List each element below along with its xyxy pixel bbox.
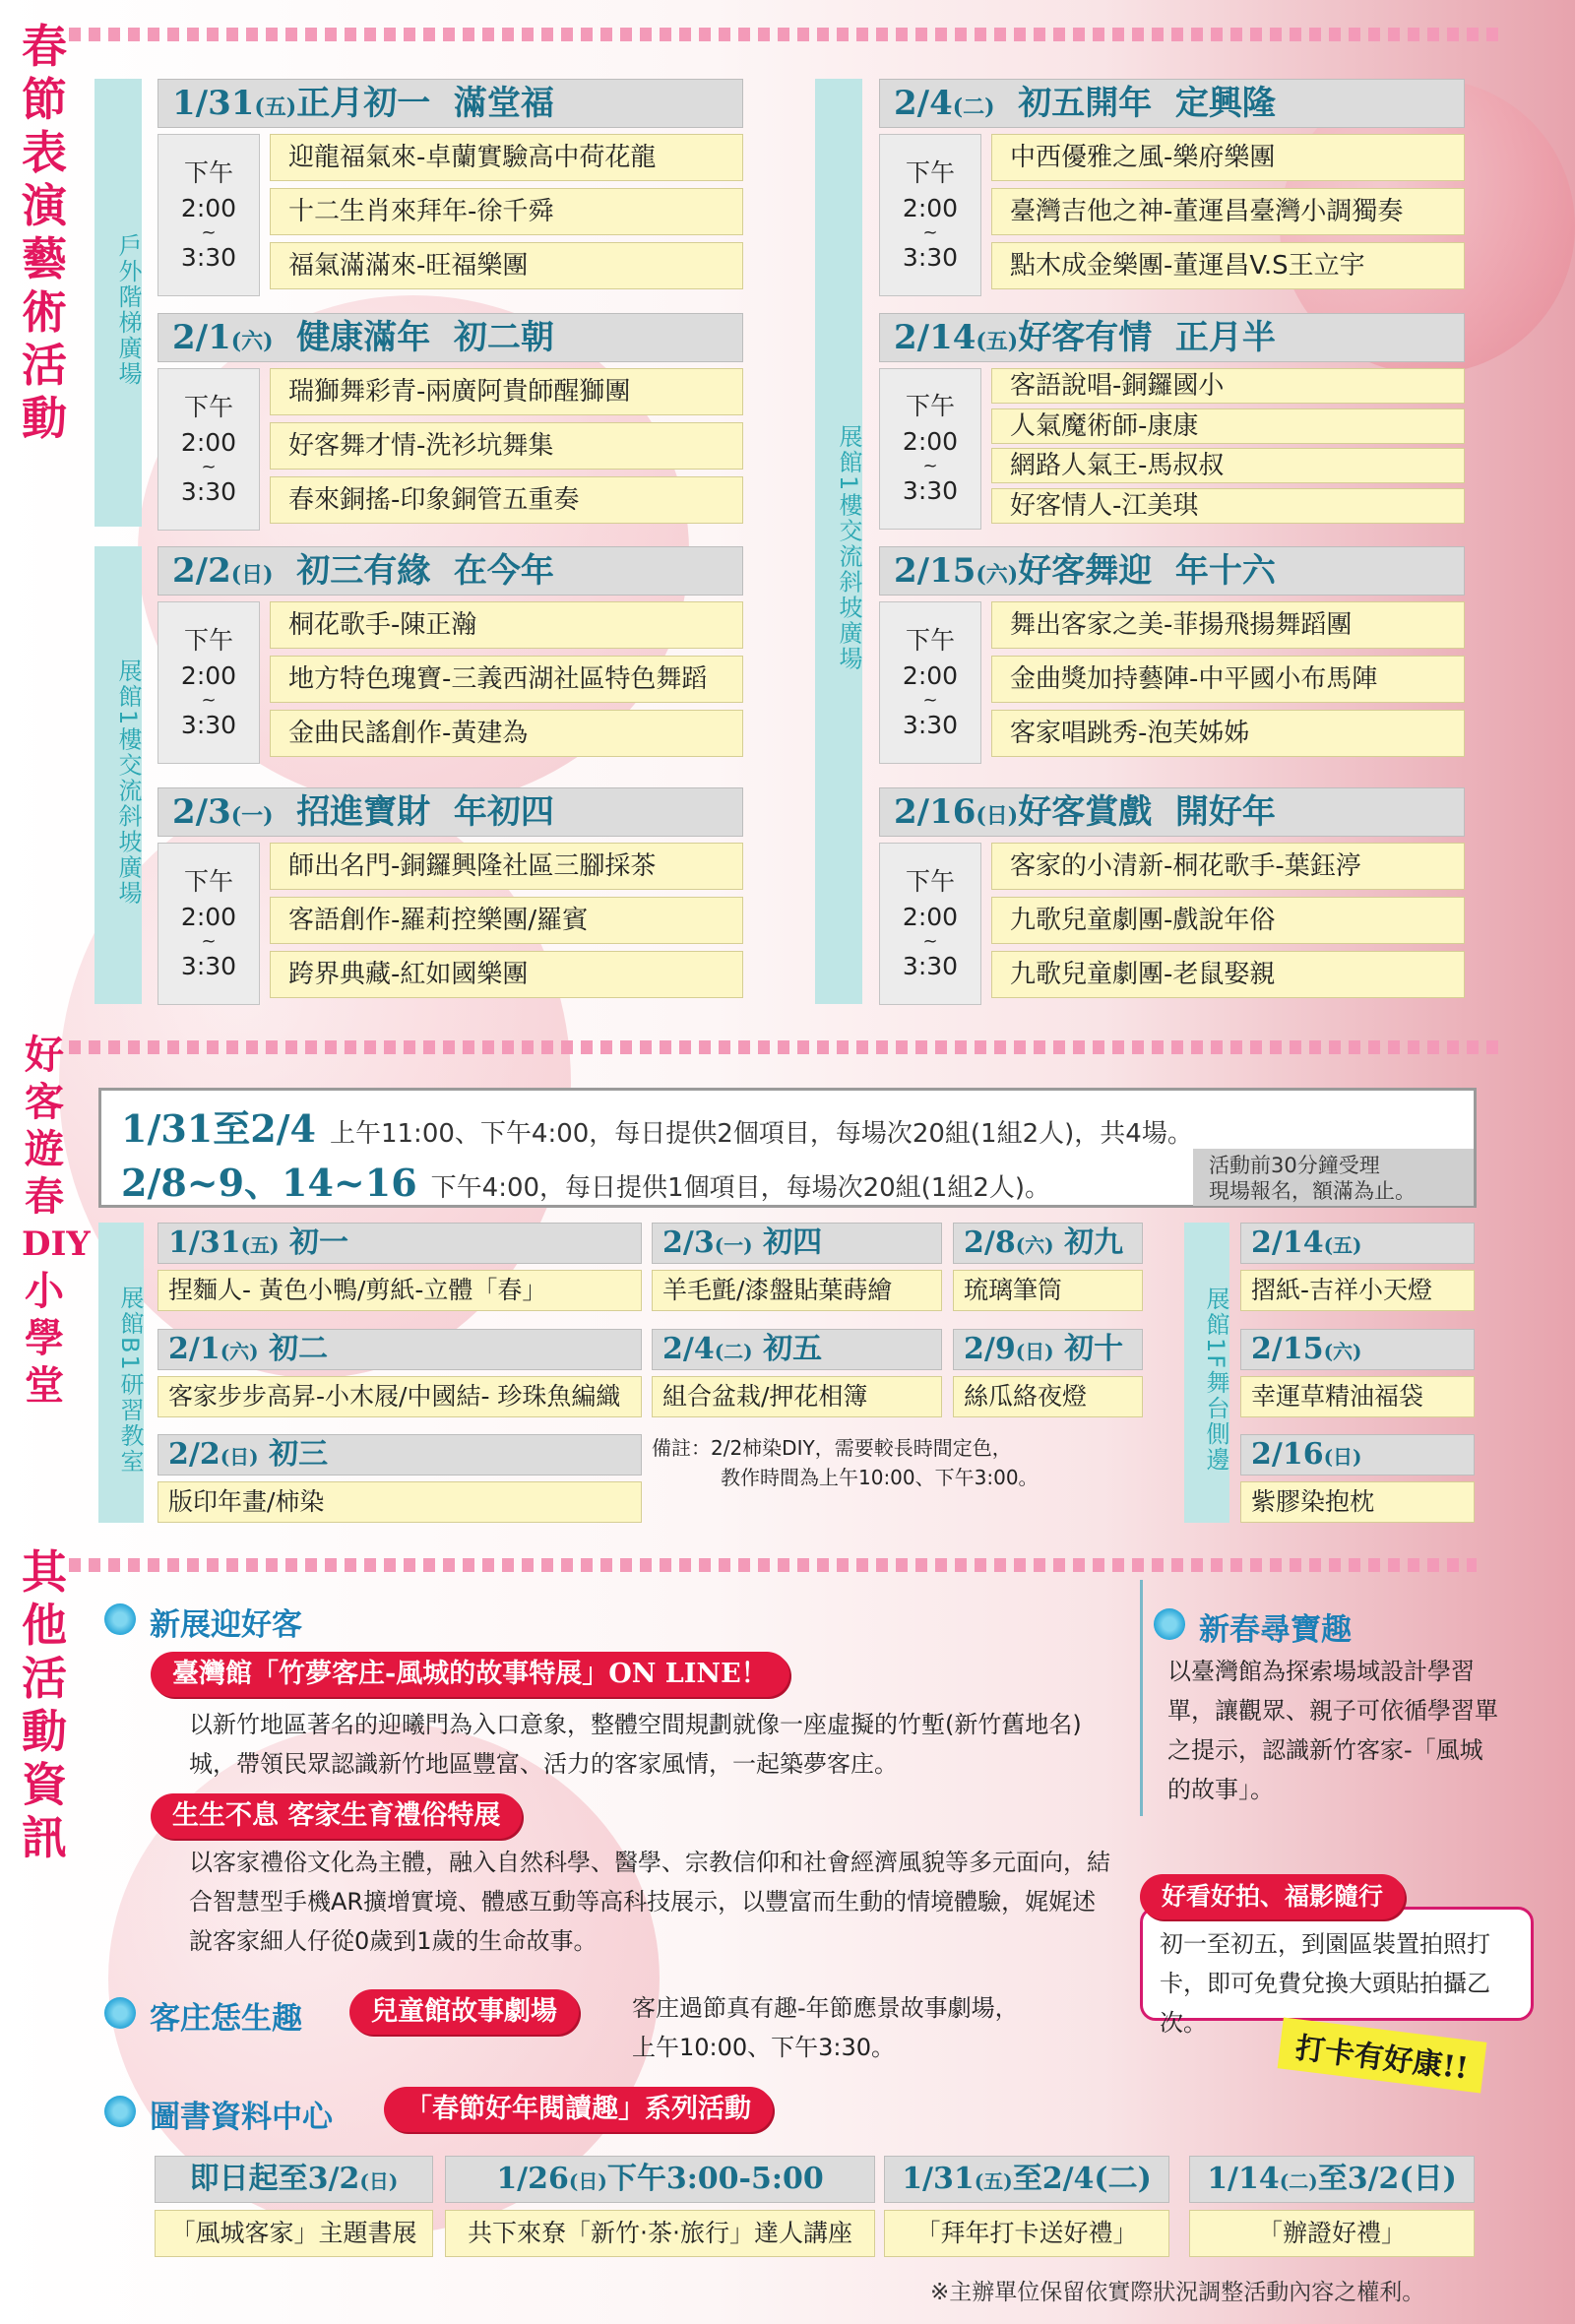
day-weekday: (二): [952, 94, 995, 120]
library-heading: 圖書資料中心: [104, 2092, 333, 2136]
library-date: 1/31: [902, 2162, 975, 2196]
vertical-divider: [1140, 1580, 1143, 1816]
section-title-other: [22, 1545, 67, 1864]
program-item: 好客舞才情-洗衫坑舞集: [270, 422, 743, 470]
day-date: 2/3: [172, 792, 231, 832]
program-item: 網路人氣王-馬叔叔: [991, 448, 1465, 483]
diy-text-2: 下午4:00，每日提供1個項目，每場次20組(1組2人)。: [430, 1173, 1051, 1203]
reading-activity-pill: 「春節好年閱讀趣」系列活動: [384, 2087, 773, 2132]
diy-date: 2/3: [662, 1225, 715, 1260]
time-end: 3:30: [180, 476, 237, 506]
program-item: 人氣魔術師-康康: [991, 408, 1465, 444]
time-box: [158, 843, 260, 1005]
day-header: [879, 79, 1465, 128]
diy-lunar-day: 初五: [752, 1332, 823, 1366]
section-title-char: 好: [25, 1032, 64, 1078]
program-item: 客語創作-羅莉控樂團/羅賓: [270, 897, 743, 944]
day-header: [879, 546, 1465, 596]
diy-date-header: [953, 1329, 1143, 1370]
library-date-extra: 至2/4(二): [1012, 2162, 1152, 2196]
diy-weekday: (六): [1323, 1340, 1362, 1363]
exhibit-description-2: 以客家禮俗文化為主體，融入自然科學、醫學、宗教信仰和社會經濟風貌等多元面向，結合智慧型手機AR擴增實境、體感互動等高科技展示，以豐富而生動的情境體驗，娓娓述說客家細人仔從0歲到1歲的生命故事。: [189, 1849, 1110, 1955]
section-title-char: 動: [22, 392, 67, 445]
section-title-char: 藝: [22, 232, 67, 285]
time-end: 3:30: [180, 951, 237, 980]
section-title-char: 活: [22, 339, 67, 392]
diy-weekday: (六): [1015, 1233, 1054, 1257]
day-date: 1/31: [172, 84, 255, 123]
program-item: 中西優雅之風-樂府樂團: [991, 134, 1465, 181]
diy-registration-note: 活動前30分鐘受理 現場報名，額滿為止。: [1193, 1149, 1474, 1206]
program-item: 跨界典藏-紅如國樂團: [270, 951, 743, 998]
library-date-header: [1189, 2156, 1475, 2203]
footer-note: ※主辦單位保留依實際狀況調整活動內容之權利。: [930, 2280, 1425, 2305]
day-title: 健康滿年 初二朝: [273, 318, 554, 357]
diy-date: 2/14: [1251, 1225, 1324, 1260]
section-title-char: 堂: [25, 1362, 64, 1409]
program-item: 福氣滿滿來-旺福樂團: [270, 242, 743, 289]
day-title: 初五開年 定興隆: [994, 84, 1276, 123]
diy-lunar-day: 初二: [258, 1332, 329, 1366]
time-start: 2:00: [180, 193, 237, 222]
diy-date-header: [652, 1223, 942, 1264]
library-date: 1/14: [1207, 2162, 1280, 2196]
day-weekday: (五): [976, 329, 1019, 354]
library-activity: 「辦證好禮」: [1189, 2210, 1475, 2257]
section-title-spring: [22, 20, 67, 445]
diy-date: 2/2: [168, 1437, 220, 1472]
diy-schedule-line1: [121, 1099, 1193, 1153]
diy-activity: 幸運草精油福袋: [1240, 1376, 1475, 1417]
diy-activity: 絲瓜絡夜燈: [953, 1376, 1143, 1417]
program-item: 金曲獎加持藝陣-中平國小布馬陣: [991, 656, 1465, 703]
library-weekday: (二): [1279, 2169, 1318, 2193]
time-tilde: ~: [201, 456, 217, 477]
village-fun-heading: 客庄恁生趣: [104, 1993, 302, 2038]
program-item: 金曲民謠創作-黃建為: [270, 710, 743, 757]
program-item: 九歌兒童劇團-戲說年俗: [991, 897, 1465, 944]
program-item: 地方特色瑰寶-三義西湖社區特色舞蹈: [270, 656, 743, 703]
exhibit-description-1: 以新竹地區著名的迎曦門為入口意象，整體空間規劃就像一座虛擬的竹塹(新竹舊地名)城，帶領民眾認識新竹地區豐富、活力的客家風情，一起築夢客庄。: [189, 1711, 1082, 1778]
library-date: 即日起至3/2: [189, 2162, 360, 2196]
diy-weekday: (日): [220, 1445, 259, 1469]
venue-1f: 展館1F舞台側邊: [1184, 1223, 1229, 1523]
library-date-extra: 下午3:00-5:00: [606, 2162, 824, 2196]
taiwan-hall-exhibit-pill: 臺灣館「竹夢客庄-風城的故事特展」ON LINE！: [151, 1652, 789, 1697]
day-date: 2/2: [172, 551, 231, 591]
program-item: 師出名門-銅鑼興隆社區三腳採茶: [270, 843, 743, 890]
time-start: 2:00: [902, 660, 959, 690]
checkin-banner: 打卡有好康!!: [1278, 2017, 1487, 2093]
time-start: 2:00: [902, 902, 959, 931]
time-pm: 下午: [905, 866, 955, 896]
program-item: 客家的小清新-桐花歌手-葉鈺渟: [991, 843, 1465, 890]
dashed-divider: [69, 28, 1506, 41]
diy-lunar-day: 初三: [258, 1437, 329, 1472]
diy-activity: 琉璃筆筒: [953, 1270, 1143, 1311]
library-weekday: (五): [974, 2169, 1013, 2193]
program-item: 瑞獅舞彩青-兩廣阿貴師醒獅團: [270, 368, 743, 415]
day-title: 正月初一 滿堂福: [296, 84, 554, 123]
section-title-diy: [22, 1032, 91, 1410]
diy-date: 2/8: [964, 1225, 1016, 1260]
time-start: 2:00: [902, 427, 959, 456]
section-title-char: 春: [22, 20, 67, 73]
diy-weekday: (六): [220, 1340, 259, 1363]
diy-date-header: [158, 1434, 642, 1476]
diy-weekday: (日): [1015, 1340, 1054, 1363]
program-item: 迎龍福氣來-卓蘭實驗高中荷花龍: [270, 134, 743, 181]
day-header: [158, 546, 743, 596]
section-title-char: 訊: [22, 1811, 67, 1864]
day-title: 好客舞迎 年十六: [1018, 551, 1276, 591]
library-weekday: (日): [359, 2169, 399, 2193]
section-title-char: 演: [22, 179, 67, 232]
diy-dates-2: 2/8~9、14~16: [121, 1161, 417, 1205]
section-title-char: 動: [22, 1705, 67, 1758]
diy-date-header: [1240, 1329, 1475, 1370]
diy-schedule-line2: [121, 1153, 1050, 1207]
diy-text-1: 上午11:00、下午4:00，每日提供2個項目，每場次20組(1組2人)，共4場。: [329, 1119, 1193, 1149]
program-item: 好客情人-江美琪: [991, 488, 1465, 524]
photo-pill: 好看好拍、福影隨行: [1140, 1874, 1405, 1919]
day-date: 2/1: [172, 318, 231, 357]
time-pm: 下午: [183, 866, 233, 896]
library-weekday: (日): [568, 2169, 607, 2193]
time-start: 2:00: [902, 193, 959, 222]
section-title-char: 客: [25, 1079, 64, 1125]
time-pm: 下午: [905, 625, 955, 655]
day-title: 好客有情 正月半: [1018, 318, 1276, 357]
venue-outdoor: 戶外階梯廣場: [94, 79, 142, 527]
time-box: [879, 843, 981, 1005]
diy-weekday: (五): [1323, 1233, 1362, 1257]
time-end: 3:30: [902, 951, 959, 980]
day-header: [879, 787, 1465, 837]
photo-text: 初一至初五，到園區裝置拍照打卡，即可免費兌換大頭貼拍攝乙次。: [1160, 1930, 1490, 2037]
diy-date: 2/1: [168, 1332, 220, 1366]
diy-date: 2/16: [1251, 1437, 1324, 1472]
diy-date-header: [158, 1329, 642, 1370]
time-tilde: ~: [922, 456, 938, 476]
time-box: [158, 368, 260, 531]
diy-lunar-day: 初九: [1053, 1225, 1124, 1260]
diy-activity: 捏麵人- 黃色小鴨/剪紙-立體「春」: [158, 1270, 642, 1311]
section-title-char: 學: [25, 1315, 64, 1361]
diy-date-header: [652, 1329, 942, 1370]
program-item: 臺灣吉他之神-董運昌臺灣小調獨奏: [991, 188, 1465, 235]
program-item: 舞出客家之美-菲揚飛揚舞蹈團: [991, 601, 1465, 649]
section-title-char: 小: [25, 1268, 64, 1314]
program-item: 十二生肖來拜年-徐千舜: [270, 188, 743, 235]
library-date-header: [155, 2156, 433, 2203]
diy-activity: 紫膠染抱枕: [1240, 1481, 1475, 1523]
diy-weekday: (五): [240, 1233, 280, 1257]
time-pm: 下午: [183, 157, 233, 187]
time-start: 2:00: [180, 902, 237, 931]
program-item: 客家唱跳秀-泡芙姊姊: [991, 710, 1465, 757]
treasure-hunt-text: 以臺灣館為探索場域設計學習單，讓觀眾、親子可依循學習單之提示，認識新竹客家-「風城的故事」。: [1167, 1658, 1498, 1803]
story-theater-pill: 兒童館故事劇場: [349, 1989, 579, 2035]
diy-lunar-day: 初一: [279, 1225, 348, 1260]
day-date: 2/4: [894, 84, 953, 123]
diy-weekday: (一): [714, 1233, 753, 1257]
program-item: 桐花歌手-陳正瀚: [270, 601, 743, 649]
time-box: [158, 601, 260, 764]
diy-activity: 摺紙-吉祥小天燈: [1240, 1270, 1475, 1311]
diy-dates-1: 1/31至2/4: [121, 1106, 316, 1151]
section-title-char: 遊: [25, 1126, 64, 1172]
time-end: 3:30: [902, 476, 959, 505]
birth-customs-exhibit-pill: 生生不息 客家生育禮俗特展: [151, 1793, 522, 1839]
day-header: [158, 787, 743, 837]
diy-activity: 版印年畫/柿染: [158, 1481, 642, 1523]
time-box: [879, 601, 981, 764]
diy-date-header: [1240, 1223, 1475, 1264]
section-title-char: 資: [22, 1758, 67, 1811]
diy-weekday: (二): [714, 1340, 753, 1363]
time-tilde: ~: [201, 221, 217, 243]
time-box: [879, 368, 981, 530]
day-title: 好客賞戲 開好年: [1018, 792, 1276, 832]
day-weekday: (日): [976, 803, 1019, 829]
time-tilde: ~: [922, 930, 938, 952]
time-pm: 下午: [905, 392, 955, 420]
time-pm: 下午: [905, 157, 955, 187]
time-start: 2:00: [180, 660, 237, 690]
program-item: 九歌兒童劇團-老鼠娶親: [991, 951, 1465, 998]
day-date: 2/15: [894, 551, 976, 591]
dashed-divider: [69, 1558, 1477, 1572]
diy-weekday: (日): [1323, 1445, 1362, 1469]
dashed-divider: [69, 1040, 1506, 1054]
time-start: 2:00: [180, 427, 237, 457]
diy-date: 1/31: [168, 1225, 241, 1260]
section-title-char: DIY: [22, 1225, 91, 1264]
library-date-extra: 至3/2(日): [1317, 2162, 1457, 2196]
day-date: 2/14: [894, 318, 976, 357]
day-header: [158, 313, 743, 362]
program-item: 點木成金樂團-董運昌V.S王立宇: [991, 242, 1465, 289]
diy-activity: 羊毛氈/漆盤貼葉蒔繪: [652, 1270, 942, 1311]
day-header: [879, 313, 1465, 362]
day-title: 招進寶財 年初四: [273, 792, 554, 832]
diy-lunar-day: 初十: [1053, 1332, 1124, 1366]
section-title-char: 節: [22, 73, 67, 126]
day-weekday: (日): [230, 562, 274, 588]
program-item: 春來銅搖-印象銅管五重奏: [270, 476, 743, 524]
diy-remark: 備註：2/2柿染DIY，需要較長時間定色， 教作時間為上午10:00、下午3:00。: [652, 1436, 1039, 1489]
diy-activity: 組合盆栽/押花相簿: [652, 1376, 942, 1417]
section-title-char: 表: [22, 126, 67, 179]
section-title-char: 春: [25, 1173, 64, 1220]
day-header: [158, 79, 743, 128]
story-theater-text: 客庄過節真有趣-年節應景故事劇場， 上午10:00、下午3:30。: [632, 1994, 1019, 2061]
time-tilde: ~: [201, 930, 217, 952]
section-title-char: 其: [22, 1545, 67, 1599]
time-end: 3:30: [180, 710, 237, 739]
time-box: [158, 134, 260, 296]
time-tilde: ~: [201, 689, 217, 711]
library-activity: 「拜年打卡送好禮」: [884, 2210, 1169, 2257]
section-title-char: 活: [22, 1652, 67, 1705]
diy-date: 2/9: [964, 1332, 1016, 1366]
library-date: 1/26: [496, 2162, 569, 2196]
library-activity: 共下來尞「新竹‧茶‧旅行」達人講座: [445, 2210, 875, 2257]
time-end: 3:30: [902, 242, 959, 272]
time-end: 3:30: [180, 242, 237, 272]
venue-exhibit-left: 展館1樓交流斜坡廣場: [94, 546, 142, 1004]
library-date-header: [445, 2156, 875, 2203]
day-weekday: (六): [230, 329, 274, 354]
diy-date: 2/4: [662, 1332, 715, 1366]
treasure-hunt-heading: 新春尋寶趣: [1154, 1604, 1352, 1649]
section-title-char: 他: [22, 1599, 67, 1652]
time-pm: 下午: [183, 392, 233, 421]
time-tilde: ~: [922, 689, 938, 711]
time-box: [879, 134, 981, 296]
venue-exhibit-right: 展館1樓交流斜坡廣場: [815, 79, 862, 1004]
library-activity: 「風城客家」主題書展: [155, 2210, 433, 2257]
program-item: 客語說唱-銅鑼國小: [991, 368, 1465, 404]
day-date: 2/16: [894, 792, 976, 832]
day-weekday: (一): [230, 803, 274, 829]
diy-date-header: [1240, 1434, 1475, 1476]
diy-date-header: [953, 1223, 1143, 1264]
time-end: 3:30: [902, 710, 959, 739]
new-exhibit-heading: 新展迎好客: [104, 1600, 302, 1644]
venue-b1: 展館B1研習教室: [98, 1223, 144, 1523]
day-weekday: (六): [976, 562, 1019, 588]
diy-date-header: [158, 1223, 642, 1264]
diy-lunar-day: 初四: [752, 1225, 823, 1260]
library-date-header: [884, 2156, 1169, 2203]
time-pm: 下午: [183, 625, 233, 655]
day-weekday: (五): [254, 94, 297, 120]
section-title-char: 術: [22, 285, 67, 339]
diy-date: 2/15: [1251, 1332, 1324, 1366]
day-title: 初三有緣 在今年: [273, 551, 554, 591]
time-tilde: ~: [922, 221, 938, 243]
diy-activity: 客家步步高昇-小木屐/中國結- 珍珠魚編織: [158, 1376, 642, 1417]
